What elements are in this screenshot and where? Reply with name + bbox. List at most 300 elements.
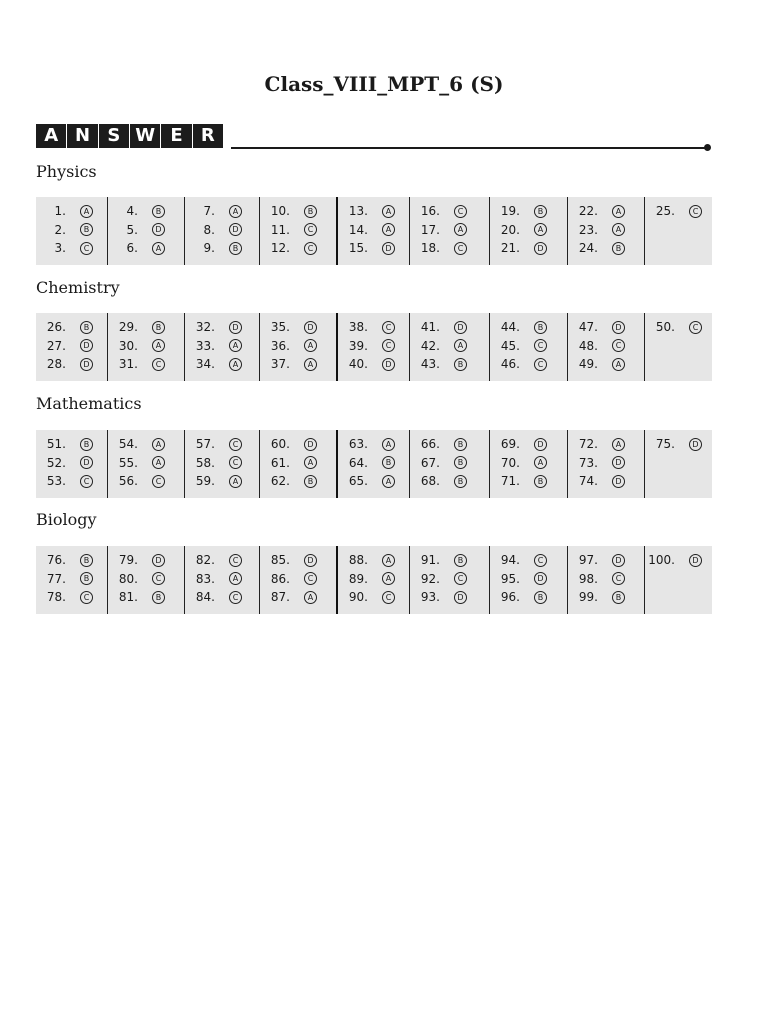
- question-number: 95.: [500, 571, 520, 586]
- answer-option: C: [80, 242, 93, 255]
- answer-row: [568, 318, 644, 337]
- question-number: 4.: [126, 204, 138, 219]
- answer-option: D: [382, 358, 395, 371]
- answer-row: [568, 337, 644, 356]
- question-number: 64.: [348, 455, 368, 470]
- answer-option: C: [382, 321, 395, 334]
- answer-grid: [36, 313, 712, 381]
- answer-option: D: [454, 321, 467, 334]
- question-number: 33.: [195, 338, 215, 353]
- question-number: 34.: [195, 357, 215, 372]
- answer-option: C: [454, 205, 467, 218]
- answer-option: C: [229, 438, 242, 451]
- answer-row: [568, 570, 644, 589]
- question-number: 42.: [420, 338, 440, 353]
- answer-column: [185, 313, 260, 381]
- question-number: 45.: [500, 338, 520, 353]
- answer-row: [36, 202, 107, 221]
- answer-option: B: [80, 554, 93, 567]
- answer-option: B: [534, 205, 547, 218]
- answer-row: [338, 221, 409, 240]
- answer-option: D: [152, 223, 165, 236]
- question-number: 93.: [420, 590, 440, 605]
- answer-option: C: [689, 321, 702, 334]
- answer-option: C: [689, 205, 702, 218]
- answer-option: A: [612, 223, 625, 236]
- answer-option: C: [612, 339, 625, 352]
- question-number: 90.: [348, 590, 368, 605]
- answer-row: [338, 551, 409, 570]
- question-number: 60.: [270, 437, 290, 452]
- question-number: 41.: [420, 320, 440, 335]
- answer-option: A: [152, 438, 165, 451]
- answer-option: C: [454, 572, 467, 585]
- question-number: 46.: [500, 357, 520, 372]
- answer-option: D: [80, 339, 93, 352]
- question-number: 80.: [118, 571, 138, 586]
- question-number: 13.: [348, 204, 368, 219]
- question-number: 97.: [578, 553, 598, 568]
- answer-row: [36, 318, 107, 337]
- question-number: 92.: [420, 571, 440, 586]
- answer-row: [568, 454, 644, 473]
- answer-option: A: [229, 339, 242, 352]
- answer-grid: [36, 546, 712, 614]
- question-number: 55.: [118, 455, 138, 470]
- answer-option: D: [80, 456, 93, 469]
- answer-column: [410, 546, 490, 614]
- answer-option: A: [229, 572, 242, 585]
- question-number: 18.: [420, 241, 440, 256]
- answer-row: [410, 221, 489, 240]
- answer-option: C: [152, 572, 165, 585]
- answer-row: [410, 588, 489, 607]
- answer-row: [36, 570, 107, 589]
- banner-letter: N: [67, 124, 98, 148]
- answer-row: [410, 318, 489, 337]
- answer-option: C: [152, 358, 165, 371]
- answer-column: [568, 313, 645, 381]
- answer-option: D: [612, 554, 625, 567]
- answer-column: [108, 313, 185, 381]
- answer-row: [490, 337, 567, 356]
- question-number: 82.: [195, 553, 215, 568]
- answer-option: D: [454, 591, 467, 604]
- answer-column: [185, 430, 260, 498]
- question-number: 6.: [126, 241, 138, 256]
- question-number: 51.: [46, 437, 66, 452]
- answer-row: [108, 435, 184, 454]
- answer-option: C: [534, 358, 547, 371]
- answer-column: [490, 197, 568, 265]
- answer-row: [36, 221, 107, 240]
- answer-option: B: [152, 205, 165, 218]
- question-number: 94.: [500, 553, 520, 568]
- question-number: 63.: [348, 437, 368, 452]
- answer-option: D: [304, 321, 317, 334]
- answer-option: A: [304, 339, 317, 352]
- question-number: 3.: [54, 241, 66, 256]
- answer-option: D: [152, 554, 165, 567]
- answer-row: [410, 454, 489, 473]
- answer-column: [568, 197, 645, 265]
- question-number: 37.: [270, 357, 290, 372]
- question-number: 62.: [270, 474, 290, 489]
- answer-row: [260, 202, 336, 221]
- answer-row: [108, 202, 184, 221]
- answer-row: [645, 551, 712, 570]
- answer-option: B: [80, 223, 93, 236]
- answer-column: [338, 313, 410, 381]
- question-number: 61.: [270, 455, 290, 470]
- question-number: 21.: [500, 241, 520, 256]
- answer-column: [645, 313, 712, 381]
- question-number: 17.: [420, 222, 440, 237]
- answer-row: [260, 472, 336, 491]
- answer-row: [645, 435, 712, 454]
- answer-option: B: [304, 475, 317, 488]
- answer-option: A: [229, 358, 242, 371]
- question-number: 99.: [578, 590, 598, 605]
- answer-column: [410, 430, 490, 498]
- answer-row: [338, 454, 409, 473]
- answer-option: A: [152, 339, 165, 352]
- question-number: 20.: [500, 222, 520, 237]
- question-number: 8.: [203, 222, 215, 237]
- question-number: 54.: [118, 437, 138, 452]
- answer-row: [260, 355, 336, 374]
- answer-row: [338, 239, 409, 258]
- answer-option: C: [534, 339, 547, 352]
- question-number: 9.: [203, 241, 215, 256]
- answer-row: [645, 318, 712, 337]
- answer-option: C: [612, 572, 625, 585]
- answer-column: [568, 546, 645, 614]
- question-number: 5.: [126, 222, 138, 237]
- answer-option: A: [612, 205, 625, 218]
- answer-row: [108, 551, 184, 570]
- answer-column: [260, 197, 338, 265]
- question-number: 91.: [420, 553, 440, 568]
- answer-column: [568, 430, 645, 498]
- question-number: 59.: [195, 474, 215, 489]
- answer-row: [568, 355, 644, 374]
- answer-option: A: [612, 438, 625, 451]
- answer-row: [338, 202, 409, 221]
- answer-option: A: [382, 554, 395, 567]
- answer-row: [260, 588, 336, 607]
- answer-option: A: [152, 242, 165, 255]
- answer-column: [490, 546, 568, 614]
- answer-option: D: [612, 475, 625, 488]
- banner-rule-dot: [704, 144, 711, 151]
- answer-row: [36, 551, 107, 570]
- question-number: 10.: [270, 204, 290, 219]
- question-number: 66.: [420, 437, 440, 452]
- answer-row: [36, 472, 107, 491]
- question-number: 78.: [46, 590, 66, 605]
- answer-option: C: [534, 554, 547, 567]
- answer-row: [36, 588, 107, 607]
- answer-row: [185, 588, 259, 607]
- answer-option: A: [304, 591, 317, 604]
- answer-option: C: [152, 475, 165, 488]
- answer-grid: [36, 197, 712, 265]
- answer-option: D: [80, 358, 93, 371]
- answer-row: [108, 355, 184, 374]
- answer-option: D: [689, 438, 702, 451]
- question-number: 52.: [46, 455, 66, 470]
- answer-column: [490, 430, 568, 498]
- answer-option: B: [152, 321, 165, 334]
- question-number: 73.: [578, 455, 598, 470]
- answer-option: D: [304, 438, 317, 451]
- answer-option: B: [80, 321, 93, 334]
- answer-row: [108, 337, 184, 356]
- answer-row: [36, 337, 107, 356]
- answer-column: [410, 313, 490, 381]
- answer-column: [185, 546, 260, 614]
- section-title: Biology: [36, 510, 97, 529]
- question-number: 75.: [655, 437, 675, 452]
- answer-option: D: [534, 572, 547, 585]
- question-number: 1.: [54, 204, 66, 219]
- answer-option: D: [612, 456, 625, 469]
- answer-row: [490, 318, 567, 337]
- answer-column: [108, 546, 185, 614]
- answer-row: [490, 239, 567, 258]
- answer-option: B: [454, 438, 467, 451]
- answer-row: [338, 337, 409, 356]
- question-number: 79.: [118, 553, 138, 568]
- question-number: 57.: [195, 437, 215, 452]
- answer-row: [185, 570, 259, 589]
- question-number: 12.: [270, 241, 290, 256]
- answer-option: D: [304, 554, 317, 567]
- answer-row: [108, 588, 184, 607]
- question-number: 69.: [500, 437, 520, 452]
- question-number: 58.: [195, 455, 215, 470]
- question-number: 86.: [270, 571, 290, 586]
- answer-option: B: [612, 242, 625, 255]
- answer-column: [645, 197, 712, 265]
- answer-option: C: [80, 475, 93, 488]
- answer-column: [260, 313, 338, 381]
- answer-row: [490, 570, 567, 589]
- answer-row: [108, 570, 184, 589]
- answer-column: [36, 546, 108, 614]
- answer-option: B: [454, 554, 467, 567]
- question-number: 47.: [578, 320, 598, 335]
- answer-option: B: [304, 205, 317, 218]
- answer-option: B: [454, 358, 467, 371]
- answer-row: [338, 318, 409, 337]
- answer-option: B: [534, 591, 547, 604]
- answer-option: A: [382, 223, 395, 236]
- answer-option: A: [304, 358, 317, 371]
- answer-column: [410, 197, 490, 265]
- answer-row: [338, 355, 409, 374]
- banner-rule: [231, 147, 706, 149]
- answer-option: A: [382, 475, 395, 488]
- answer-option: A: [534, 456, 547, 469]
- answer-row: [490, 588, 567, 607]
- answer-option: C: [382, 591, 395, 604]
- answer-row: [185, 472, 259, 491]
- answer-row: [36, 355, 107, 374]
- answer-option: B: [80, 572, 93, 585]
- question-number: 56.: [118, 474, 138, 489]
- answer-option: A: [382, 205, 395, 218]
- answer-column: [490, 313, 568, 381]
- answer-row: [260, 435, 336, 454]
- question-number: 22.: [578, 204, 598, 219]
- question-number: 25.: [655, 204, 675, 219]
- question-number: 76.: [46, 553, 66, 568]
- question-number: 50.: [655, 320, 675, 335]
- answer-row: [338, 588, 409, 607]
- answer-row: [338, 472, 409, 491]
- answer-row: [490, 202, 567, 221]
- question-number: 26.: [46, 320, 66, 335]
- answer-option: C: [229, 456, 242, 469]
- answer-option: A: [80, 205, 93, 218]
- answer-option: C: [382, 339, 395, 352]
- question-number: 24.: [578, 241, 598, 256]
- question-number: 32.: [195, 320, 215, 335]
- answer-column: [36, 313, 108, 381]
- answer-option: A: [382, 572, 395, 585]
- answer-row: [410, 355, 489, 374]
- answer-row: [108, 318, 184, 337]
- answer-option: A: [612, 358, 625, 371]
- answer-column: [260, 430, 338, 498]
- answer-row: [568, 551, 644, 570]
- question-number: 23.: [578, 222, 598, 237]
- banner-letter: S: [99, 124, 130, 148]
- answer-row: [185, 221, 259, 240]
- question-number: 84.: [195, 590, 215, 605]
- banner-letter: A: [36, 124, 67, 148]
- answer-row: [410, 570, 489, 589]
- answer-row: [410, 435, 489, 454]
- answer-row: [338, 570, 409, 589]
- question-number: 40.: [348, 357, 368, 372]
- answer-row: [185, 318, 259, 337]
- answer-row: [410, 337, 489, 356]
- answer-column: [645, 430, 712, 498]
- question-number: 19.: [500, 204, 520, 219]
- banner-letter: R: [200, 125, 215, 146]
- answer-row: [490, 551, 567, 570]
- answer-column: [338, 197, 410, 265]
- answer-row: [260, 221, 336, 240]
- question-number: 77.: [46, 571, 66, 586]
- answer-row: [410, 239, 489, 258]
- answer-option: D: [689, 554, 702, 567]
- question-number: 11.: [270, 222, 290, 237]
- answer-column: [36, 430, 108, 498]
- answer-option: C: [229, 554, 242, 567]
- question-number: 72.: [578, 437, 598, 452]
- answer-row: [260, 551, 336, 570]
- question-number: 53.: [46, 474, 66, 489]
- question-number: 38.: [348, 320, 368, 335]
- question-number: 98.: [578, 571, 598, 586]
- answer-option: A: [229, 475, 242, 488]
- answer-row: [410, 472, 489, 491]
- answer-banner: [36, 124, 223, 148]
- answer-option: C: [454, 242, 467, 255]
- question-number: 15.: [348, 241, 368, 256]
- question-number: 100.: [648, 553, 675, 568]
- answer-column: [185, 197, 260, 265]
- answer-option: D: [382, 242, 395, 255]
- answer-column: [36, 197, 108, 265]
- question-number: 27.: [46, 338, 66, 353]
- answer-option: A: [534, 223, 547, 236]
- answer-row: [568, 202, 644, 221]
- answer-row: [568, 472, 644, 491]
- answer-row: [185, 551, 259, 570]
- answer-row: [185, 337, 259, 356]
- answer-option: A: [454, 339, 467, 352]
- answer-row: [108, 221, 184, 240]
- question-number: 2.: [54, 222, 66, 237]
- question-number: 87.: [270, 590, 290, 605]
- question-number: 65.: [348, 474, 368, 489]
- question-number: 28.: [46, 357, 66, 372]
- answer-option: B: [534, 321, 547, 334]
- answer-row: [36, 454, 107, 473]
- question-number: 96.: [500, 590, 520, 605]
- question-number: 74.: [578, 474, 598, 489]
- answer-row: [490, 472, 567, 491]
- answer-row: [260, 337, 336, 356]
- answer-option: D: [534, 438, 547, 451]
- answer-row: [490, 454, 567, 473]
- answer-row: [410, 202, 489, 221]
- answer-option: B: [80, 438, 93, 451]
- answer-row: [108, 454, 184, 473]
- answer-option: C: [304, 242, 317, 255]
- question-number: 31.: [118, 357, 138, 372]
- question-number: 14.: [348, 222, 368, 237]
- answer-column: [108, 430, 185, 498]
- answer-row: [490, 435, 567, 454]
- answer-row: [410, 551, 489, 570]
- answer-row: [490, 221, 567, 240]
- question-number: 49.: [578, 357, 598, 372]
- answer-option: D: [612, 321, 625, 334]
- answer-option: B: [152, 591, 165, 604]
- answer-row: [568, 221, 644, 240]
- question-number: 89.: [348, 571, 368, 586]
- answer-row: [185, 239, 259, 258]
- answer-column: [338, 546, 410, 614]
- page-title: Class_VIII_MPT_6 (S): [264, 72, 504, 96]
- banner-letter: E: [161, 124, 192, 148]
- section-title: Physics: [36, 162, 97, 181]
- answer-option: B: [534, 475, 547, 488]
- question-number: 30.: [118, 338, 138, 353]
- answer-column: [645, 546, 712, 614]
- answer-row: [645, 202, 712, 221]
- question-number: 48.: [578, 338, 598, 353]
- answer-row: [108, 239, 184, 258]
- banner-letter: W: [130, 124, 161, 148]
- answer-option: A: [454, 223, 467, 236]
